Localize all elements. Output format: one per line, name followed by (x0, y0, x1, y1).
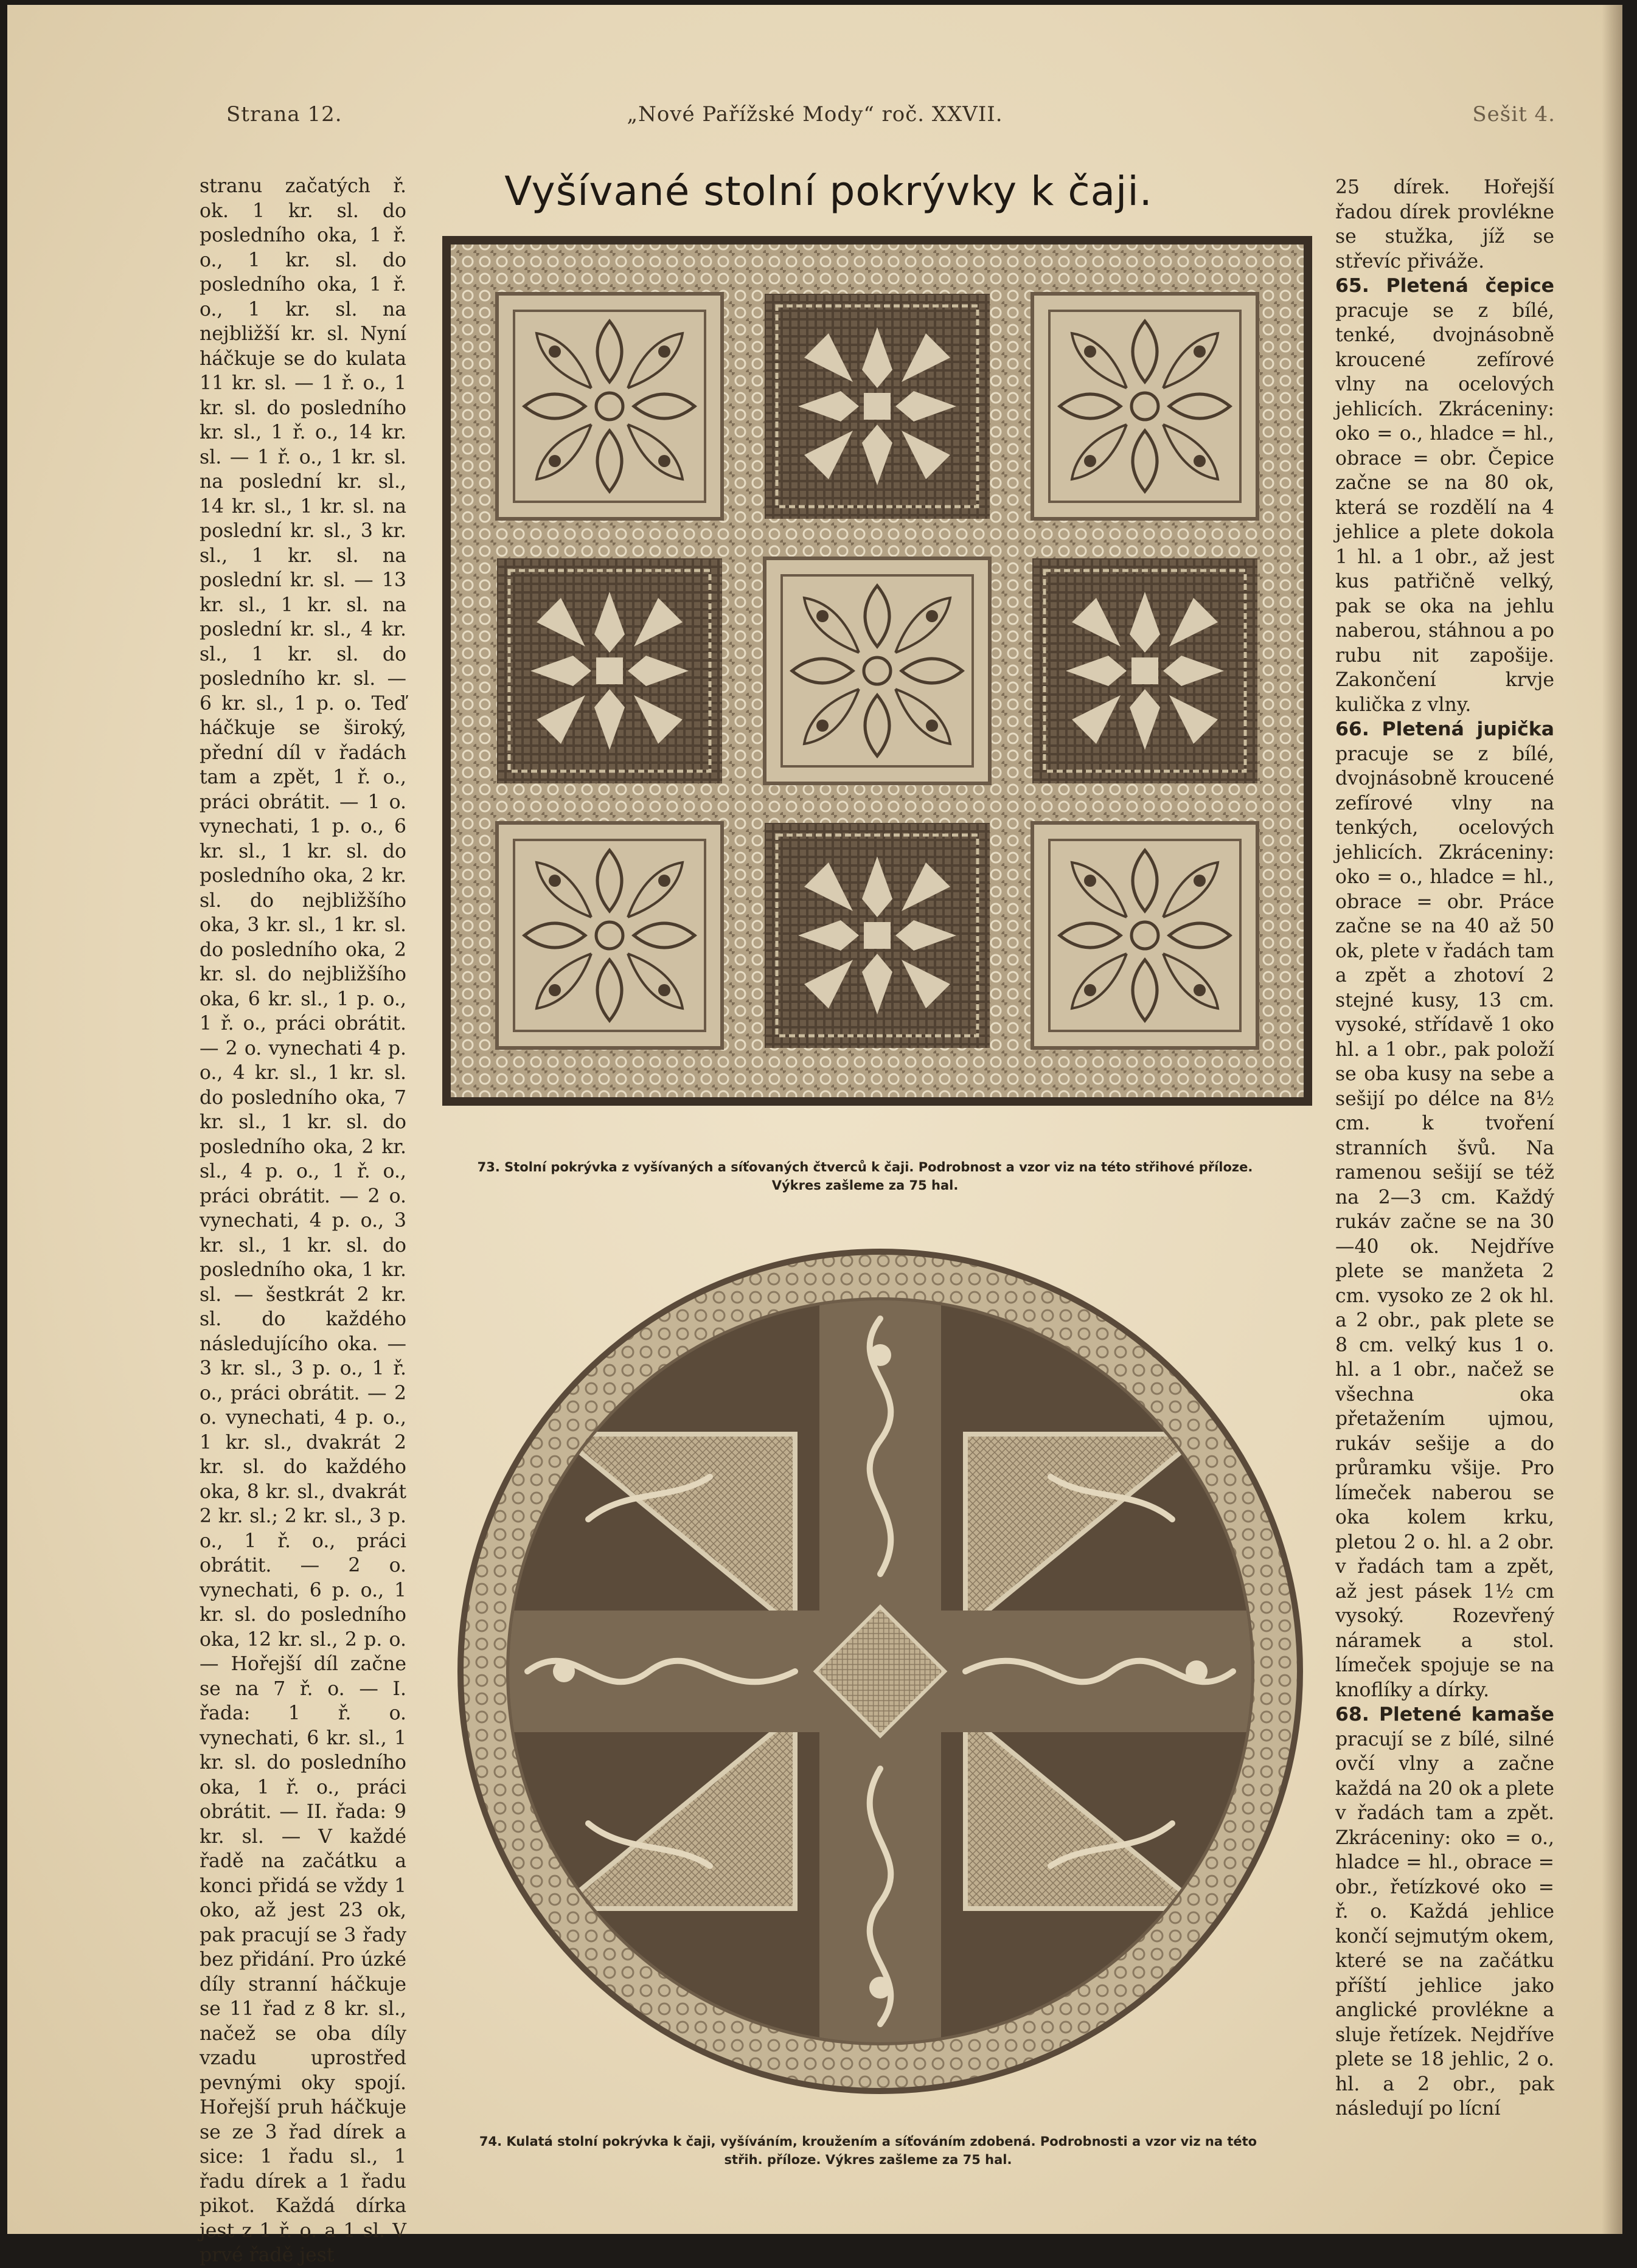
issue-number: Sešit 4. (1472, 102, 1555, 127)
figure-73-square-tablecloth (442, 236, 1312, 1106)
section-68-heading: 68. Pletené kamaše (1335, 1704, 1554, 1725)
figure-73-caption-line-1: 73. Stolní pokrývka z vyšívaných a síťovaných čtverců k čaji. Podrobnost a vzor viz na této střihové příloze. (477, 1160, 1253, 1174)
magazine-page (7, 5, 1622, 2266)
figure-73-caption-line-2: Výkres zašleme za 75 hal. (771, 1178, 959, 1193)
right-intro-text: 25 dírek. Hořejší řadou dírek provlékne se stužka, jíž se střevíc přiváže. (1335, 176, 1554, 272)
figure-74-round-tablecloth (454, 1233, 1306, 2109)
section-65-body: pracuje se z bílé, tenké, dvojnásobně kroucené zefírové vlny na ocelových jehlicích. Zkráceniny: oko = o., hladce = hl., obrace = obr. Čepice začne se na 80 ok, která se rozdělí na 4 jehlice a plete dokola 1 hl. a 1 obr., až jest kus patřičně velký, pak se oka na jehlu naberou, stáhnou a po rubu nit zapošije. Zakončení krvje kulička z vlny. (1335, 299, 1554, 716)
square-grid (497, 294, 1257, 1048)
figure-73-caption (433, 1158, 1297, 1195)
left-column-text: stranu začatých ř. ok. 1 kr. sl. do posledního oka, 1 ř. o., 1 kr. sl. do posledního oka, 1 ř. o., 1 kr. sl. na nejbližší kr. sl. Nyní háčkuje se do kulata 11 kr. sl. — 1 ř. o., 1 kr. sl. do posledního kr. sl., 1 ř. o., 14 kr. sl. — 1 ř. o., 1 kr. sl. na poslední kr. sl., 14 kr. sl., 1 kr. sl. na poslední kr. sl., 3 kr. sl., 1 kr. sl. na poslední kr. sl. — 13 kr. sl., 1 kr. sl. na poslední kr. sl., 4 kr. sl., 1 kr. sl. do posledního kr. sl. — 6 kr. sl., 1 p. o. Teď háčkuje se široký, přední díl v řadách tam a zpět, 1 ř. o., práci obrátit. — 1 o. vynechati, 1 p. o., 6 kr. sl., 1 kr. sl. do posledního oka, 2 kr. sl. do nejbližšího oka, 3 kr. sl., 1 kr. sl. do posledního oka, 2 kr. sl. do nejbližšího oka, 6 kr. sl., 1 p. o., 1 ř. o., práci obrátit. — 2 o. vynechati 4 p. o., 4 kr. sl., 1 kr. sl. do posledního oka, 7 kr. sl., 1 kr. sl. do posledního oka, 2 kr. sl., 4 p. o., 1 ř. o., práci obrátit. — 2 o. vynechati, 4 p. o., 3 kr. sl., 1 kr. sl. do posledního oka, 1 kr. sl. — šestkrát 2 kr. sl. do každého následujícího oka. — 3 kr. sl., 3 p. o., 1 ř. o., práci obrátit. — 2 o. vynechati, 4 p. o., 1 kr. sl., dvakrát 2 kr. sl. do každého oka, 8 kr. sl., dvakrát 2 kr. sl.; 2 kr. sl., 3 p. o., 1 ř. o., práci obrátit. — 2 o. vynechati, 6 p. o., 1 kr. sl. do posledního oka, 12 kr. sl., 2 p. o. — Hořejší díl začne se na 7 ř. o. — I. řada: 1 ř. o. vynechati, 6 kr. sl., 1 kr. sl. do posledního oka, 1 ř. o., práci obrátit. — II. řada: 9 kr. sl. — V každé řadě na začátku a konci přidá se vždy 1 oko, až jest 23 ok, pak pracují se 3 řady bez přidání. Pro úzké díly stranní háčkuje se 11 řad z 8 kr. sl., načež se oba díly vzadu uprostřed pevnými oky spojí. Hořejší pruh háčkuje se ze 3 řad dírek a sice: 1 řadu sl., 1 řadu dírek a 1 řadu pikot. Každá dírka jest z 1 ř. o. a 1 sl. V prvé řadě jest (200, 175, 406, 2266)
figure-74-caption-line-1: 74. Kulatá stolní pokrývka k čaji, vyšíváním, kroužením a síťováním zdobená. Podrobnosti a vzor viz na této (479, 2134, 1257, 2149)
left-text-column (200, 174, 406, 2268)
page-number: Strana 12. (226, 102, 342, 127)
magazine-title: „Nové Pařížské Mody“ roč. XXVII. (627, 102, 1003, 127)
section-66-heading: 66. Pletená jupička (1335, 718, 1554, 740)
figure-74-caption (433, 2132, 1303, 2169)
section-66-body: pracuje se z bílé, dvojnásobně kroucené zefírové vlny na tenkých, ocelových jehlicích. Zkráceniny: oko = o., hladce = hl., obrace = obr. Práce začne se na 40 až 50 ok, plete v řadách tam a zpět a zhotoví 2 stejné kusy, 13 cm. vysoké, střídavě 1 oko hl. a 1 obr., pak položí se oba kusy na sebe a sešijí po délce na 8½ cm. k tvoření stranních švů. Na ramenou sešijí se též na 2—3 cm. Každý rukáv začne se na 30—40 ok. Nejdříve plete se manžeta 2 cm. vysoko ze 2 ok hl. a 2 obr., pak plete se 8 cm. velký kus 1 o. hl. a 1 obr., načež se všechna oka přetažením ujmou, rukáv sešije a do průramku všije. Pro límeček naberou se oka kolem krku, pletou 2 o. hl. a 2 obr. v řadách tam a zpět, až jest pásek 1½ cm vysoký. Rozevřený náramek a stol. límeček spojuje se na knoflíky a dírky. (1335, 743, 1554, 1701)
page-edge-shadow (1602, 5, 1622, 2234)
section-68-body: pracují se z bílé, silné ovčí vlny a začne každá na 20 ok a plete v řadách tam a zpět. Zkráceniny: oko = o., hladce = hl., obrace = obr., řetízkové oko = ř. o. Každá jehlice končí sejmutým okem, které se na začátku příští jehlice jako anglické provlékne a sluje řetízek. Nejdříve plete se 18 jehlic, 2 o. hl. a 2 obr., pak následují po lícní (1335, 1728, 1554, 2120)
figure-74-caption-line-2: střih. příloze. Výkres zašleme za 75 hal. (724, 2152, 1012, 2167)
article-title: Vyšívané stolní pokrývky k čaji. (504, 168, 1153, 215)
right-text-column (1335, 175, 1554, 2121)
section-65-heading: 65. Pletená čepice (1335, 275, 1554, 297)
